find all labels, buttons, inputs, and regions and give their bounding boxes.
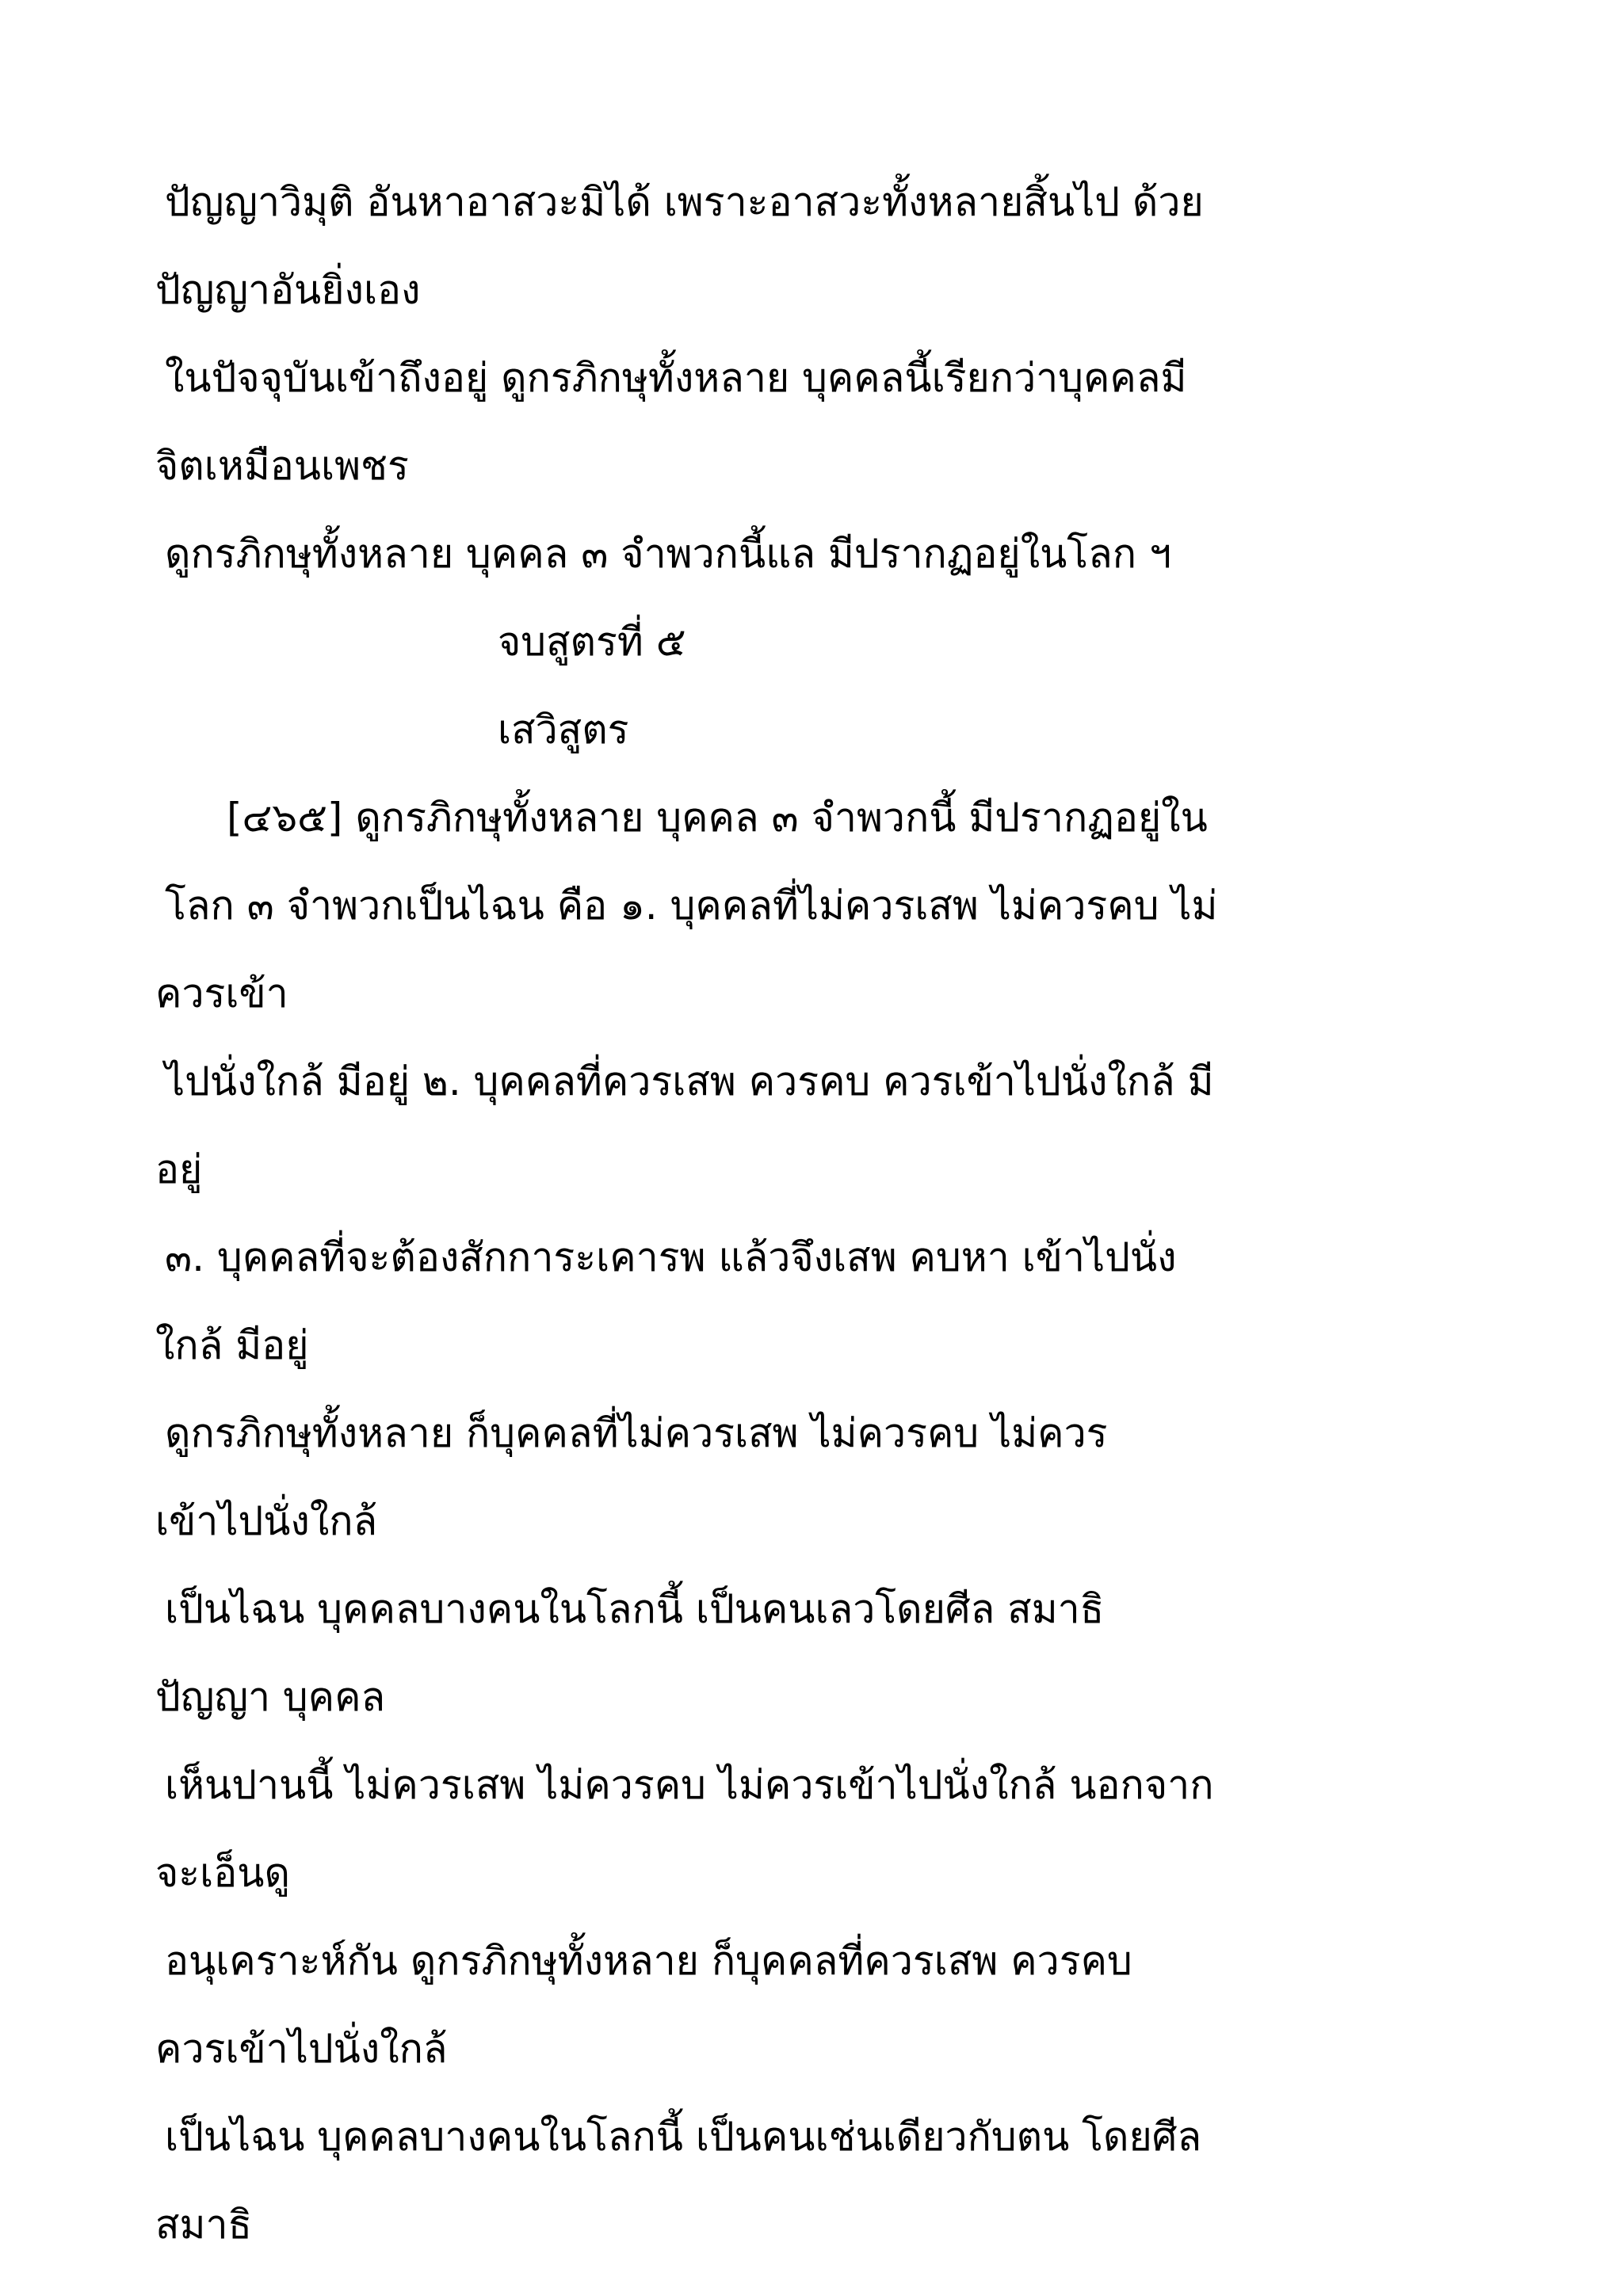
text-line: ไปนั่งใกล้ มีอยู่ ๒. บุคคลที่ควรเสพ ควรคบ ควรเข้าไปนั่งใกล้ มี [165, 1058, 1214, 1104]
sutta-title: เสวิสูตร [498, 707, 629, 753]
text-line: โลก ๓ จำพวกเป็นไฉน คือ ๑. บุคคลที่ไม่ควรเสพ ไม่ควรคบ ไม่ [165, 883, 1218, 929]
text-line: อยู่ [155, 1146, 203, 1192]
text-line: เข้าไปนั่งใกล้ [155, 1498, 378, 1544]
text-line: อนุเคราะห์กัน ดูกรภิกษุทั้งหลาย ก็บุคคลที่ควรเสพ ควรคบ [165, 1938, 1132, 1984]
text-line: ควรเข้าไปนั่งใกล้ [155, 2026, 448, 2072]
text-line: ปัญญาอันยิ่งเอง [155, 267, 421, 313]
text-line: [๔๖๕] ดูกรภิกษุทั้งหลาย บุคคล ๓ จำพวกนี้ มีปรากฏอยู่ใน [227, 795, 1208, 841]
text-line: ปัญญา บุคคล [155, 1674, 386, 1720]
document-body [155, 158, 1503, 2269]
text-line: ในปัจจุบันเข้าถึงอยู่ ดูกรภิกษุทั้งหลาย บุคคลนี้เรียกว่าบุคคลมี [165, 355, 1187, 401]
sutta-end-line: จบสูตรที่ ๕ [498, 619, 686, 665]
text-line: เห็นปานนี้ ไม่ควรเสพ ไม่ควรคบ ไม่ควรเข้าไปนั่งใกล้ นอกจาก [165, 1762, 1214, 1808]
text-line: ปัญญาวิมุติ อันหาอาสวะมิได้ เพราะอาสวะทั้งหลายสิ้นไป ด้วย [165, 179, 1204, 225]
text-line: ดูกรภิกษุทั้งหลาย ก็บุคคลที่ไม่ควรเสพ ไม่ควรคบ ไม่ควร [165, 1410, 1108, 1456]
text-line: ใกล้ มีอยู่ [155, 1322, 309, 1368]
text-line: สมาธิ [155, 2202, 253, 2248]
text-line: ดูกรภิกษุทั้งหลาย บุคคล ๓ จำพวกนี้แล มีปรากฏอยู่ในโลก ฯ [165, 531, 1172, 577]
text-line: จะเอ็นดู [155, 1850, 290, 1896]
text-line: จิตเหมือนเพชร [155, 443, 409, 489]
text-line: ควรเข้า [155, 971, 288, 1016]
text-line: เป็นไฉน บุคคลบางคนในโลกนี้ เป็นคนเช่นเดียวกับตน โดยศีล [165, 2114, 1202, 2160]
text-line: เป็นไฉน บุคคลบางคนในโลกนี้ เป็นคนเลวโดยศีล สมาธิ [165, 1586, 1105, 1632]
text-line: ๓. บุคคลที่จะต้องสักการะเคารพ แล้วจึงเสพ คบหา เข้าไปนั่ง [165, 1234, 1177, 1280]
